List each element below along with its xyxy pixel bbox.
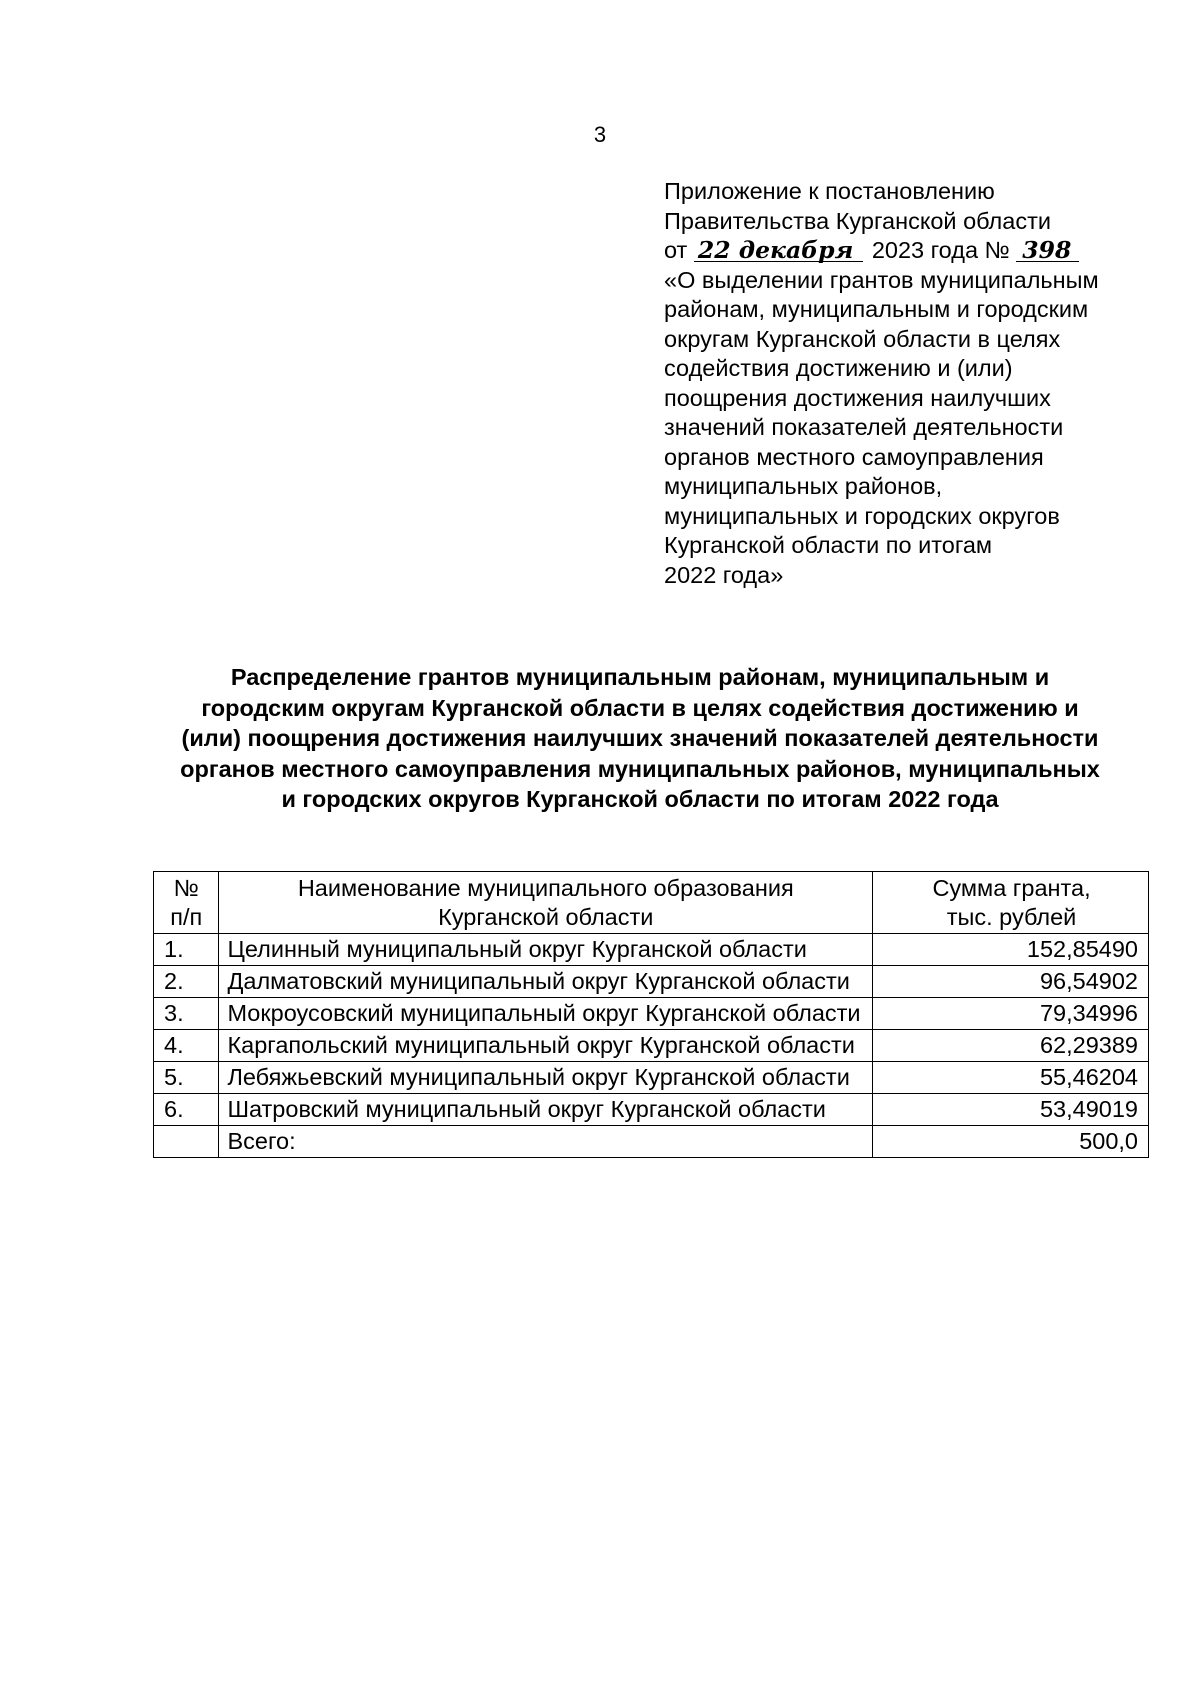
appendix-title-line: Курганской области по итогам <box>664 532 993 558</box>
date-prefix: от <box>664 237 688 263</box>
date-year: 2023 года № <box>871 237 1010 263</box>
row-num: 5. <box>154 1062 219 1094</box>
table-row <box>154 966 1149 998</box>
table-row <box>154 1062 1149 1094</box>
table-row <box>154 934 1149 966</box>
handwritten-date: 22 декабря <box>694 239 863 262</box>
row-sum: 152,85490 <box>873 934 1149 966</box>
page-number: 3 <box>593 122 607 147</box>
row-name: Каргапольский муниципальный округ Курганской области <box>219 1030 873 1062</box>
row-sum: 55,46204 <box>873 1062 1149 1094</box>
appendix-title-line: 2022 года» <box>664 561 784 588</box>
header-num-line: № <box>173 875 199 901</box>
appendix-title <box>664 266 1164 591</box>
appendix-title-line: значений показателей деятельности <box>664 414 1064 440</box>
heading-line: (или) поощрения достижения наилучших значений показателей деятельности <box>181 725 1099 751</box>
row-name: Шатровский муниципальный округ Курганской области <box>219 1094 873 1126</box>
row-num: 3. <box>154 998 219 1030</box>
row-name: Лебяжьевский муниципальный округ Курганской области <box>219 1062 873 1094</box>
row-sum: 62,29389 <box>873 1030 1149 1062</box>
header-name-line: Курганской области <box>438 904 654 930</box>
header-sum-line: тыс. рублей <box>946 904 1077 930</box>
header-num <box>154 872 219 934</box>
appendix-title-line: районам, муниципальным и городским <box>664 296 1089 322</box>
table-header-row <box>154 872 1149 934</box>
row-name: Далматовский муниципальный округ Курганской области <box>219 966 873 998</box>
row-num: 6. <box>154 1094 219 1126</box>
handwritten-number: 398 <box>1016 239 1079 262</box>
grants-table <box>153 871 1149 1158</box>
row-num: 4. <box>154 1030 219 1062</box>
appendix-title-line: «О выделении грантов муниципальным <box>664 266 1099 293</box>
table-total-row <box>154 1126 1149 1158</box>
appendix-date-line <box>664 236 1164 266</box>
document-heading <box>130 662 1150 815</box>
heading-line: органов местного самоуправления муниципальных районов, муниципальных <box>180 755 1100 782</box>
header-num-line: п/п <box>170 904 203 930</box>
header-name <box>219 872 873 934</box>
row-sum: 79,34996 <box>873 998 1149 1030</box>
row-sum: 53,49019 <box>873 1094 1149 1126</box>
header-sum <box>873 872 1149 934</box>
row-num: 2. <box>154 966 219 998</box>
row-name: Целинный муниципальный округ Курганской области <box>219 934 873 966</box>
heading-line: городским округам Курганской области в целях содействия достижению и <box>201 694 1079 721</box>
appendix-title-line: содействия достижению и (или) <box>664 355 1013 381</box>
total-num <box>154 1126 219 1158</box>
appendix-title-line: муниципальных и городских округов <box>664 502 1060 529</box>
table-row <box>154 998 1149 1030</box>
appendix-line-1: Приложение к постановлению <box>664 178 995 204</box>
appendix-title-line: муниципальных районов, <box>664 473 943 499</box>
header-sum-line: Сумма гранта, <box>932 875 1091 901</box>
row-num: 1. <box>154 934 219 966</box>
appendix-line-2: Правительства Курганской области <box>664 207 1051 234</box>
appendix-title-line: округам Курганской области в целях <box>664 325 1061 352</box>
row-name: Мокроусовский муниципальный округ Курганской области <box>219 998 873 1030</box>
appendix-title-line: поощрения достижения наилучших <box>664 384 1051 411</box>
appendix-block <box>664 177 1164 590</box>
header-name-line: Наименование муниципального образования <box>297 875 794 901</box>
row-sum: 96,54902 <box>873 966 1149 998</box>
table-row <box>154 1030 1149 1062</box>
total-label: Всего: <box>219 1126 873 1158</box>
heading-line: и городских округов Курганской области по итогам 2022 года <box>281 786 999 812</box>
total-sum: 500,0 <box>873 1126 1149 1158</box>
heading-line: Распределение грантов муниципальным районам, муниципальным и <box>230 664 1050 690</box>
appendix-title-line: органов местного самоуправления <box>664 443 1044 470</box>
table-row <box>154 1094 1149 1126</box>
